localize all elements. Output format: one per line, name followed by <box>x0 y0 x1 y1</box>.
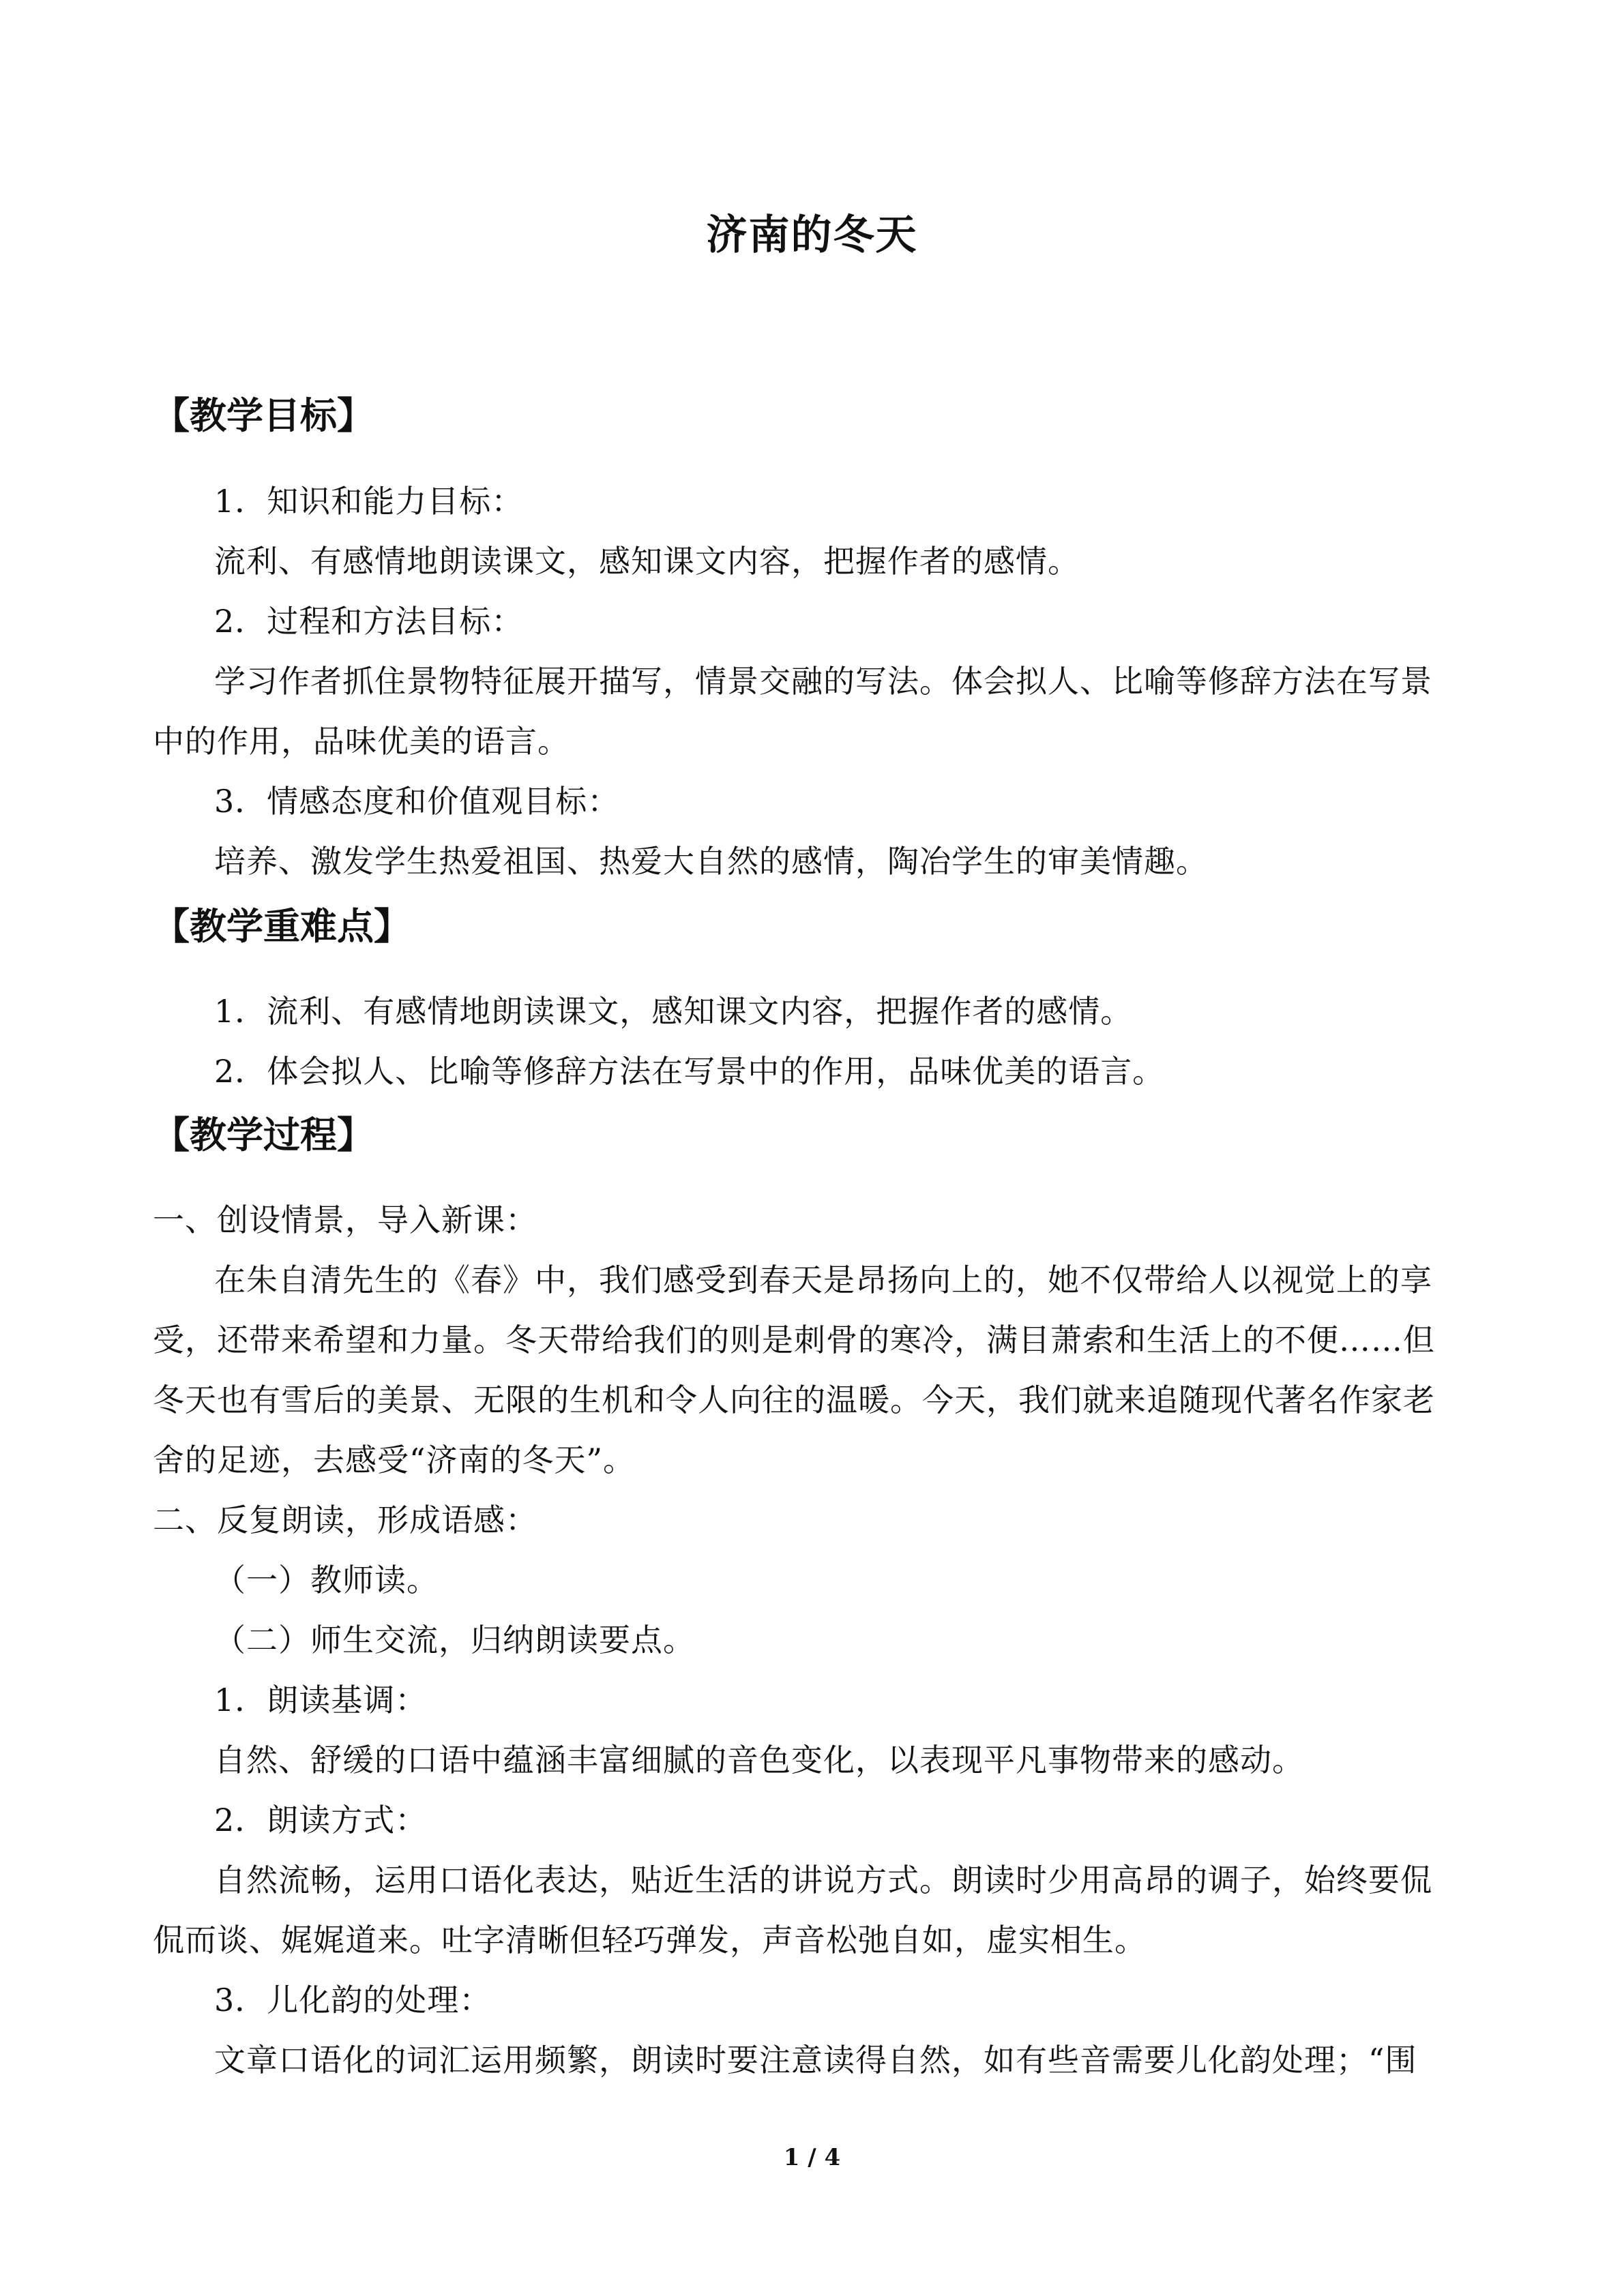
reading-point-2-text-line-2: 侃而谈、娓娓道来。吐字清晰但轻巧弹发，声音松弛自如，虚实相生。 <box>153 1922 1147 1958</box>
process-intro-line-4: 舍的足迹，去感受“济南的冬天”。 <box>153 1442 636 1478</box>
process-substep-2: （二）师生交流，归纳朗读要点。 <box>214 1622 695 1658</box>
process-substep-1: （一）教师读。 <box>214 1562 439 1598</box>
process-intro-line-1: 在朱自清先生的《春》中，我们感受到春天是昂扬向上的，她不仅带给人以视觉上的享 <box>214 1262 1432 1298</box>
section-heading-process: 【教学过程】 <box>153 1113 374 1157</box>
objective-item-3: 3．情感态度和价值观目标： <box>214 783 620 820</box>
key-point-1: 1．流利、有感情地朗读课文，感知课文内容，把握作者的感情。 <box>214 993 1133 1030</box>
process-step-2: 二、反复朗读，形成语感： <box>153 1502 537 1538</box>
process-intro-line-3: 冬天也有雪后的美景、无限的生机和令人向往的温暖。今天，我们就来追随现代著名作家老 <box>153 1382 1435 1418</box>
reading-point-3-text: 文章口语化的词汇运用频繁，朗读时要注意读得自然，如有些音需要儿化韵处理；“围 <box>214 2042 1417 2078</box>
objective-item-1: 1．知识和能力目标： <box>214 483 524 520</box>
process-intro-line-2: 受，还带来希望和力量。冬天带给我们的则是刺骨的寒冷，满目萧索和生活上的不便……但 <box>153 1322 1435 1358</box>
objective-text-2-line-2: 中的作用，品味优美的语言。 <box>153 723 570 760</box>
reading-point-2-text-line-1: 自然流畅，运用口语化表达，贴近生活的讲说方式。朗读时少用高昂的调子，始终要侃 <box>214 1862 1432 1898</box>
objective-text-3: 培养、激发学生热爱祖国、热爱大自然的感情，陶冶学生的审美情趣。 <box>214 843 1208 880</box>
objective-text-2-line-1: 学习作者抓住景物特征展开描写，情景交融的写法。体会拟人、比喻等修辞方法在写景 <box>214 663 1432 700</box>
section-heading-objectives: 【教学目标】 <box>153 393 374 437</box>
key-point-2: 2．体会拟人、比喻等修辞方法在写景中的作用，品味优美的语言。 <box>214 1053 1165 1090</box>
objective-text-1: 流利、有感情地朗读课文，感知课文内容，把握作者的感情。 <box>214 543 1080 580</box>
reading-point-2: 2．朗读方式： <box>214 1802 428 1838</box>
section-heading-key-points: 【教学重难点】 <box>153 904 411 948</box>
document-title: 济南的冬天 <box>706 211 918 259</box>
reading-point-1-text: 自然、舒缓的口语中蕴涵丰富细腻的音色变化，以表现平凡事物带来的感动。 <box>214 1742 1304 1778</box>
objective-item-2: 2．过程和方法目标： <box>214 603 524 640</box>
reading-point-3: 3．儿化韵的处理： <box>214 1982 492 2018</box>
page-number: 1 / 4 <box>783 2144 841 2171</box>
reading-point-1: 1．朗读基调： <box>214 1682 428 1718</box>
process-step-1: 一、创设情景，导入新课： <box>153 1202 537 1238</box>
